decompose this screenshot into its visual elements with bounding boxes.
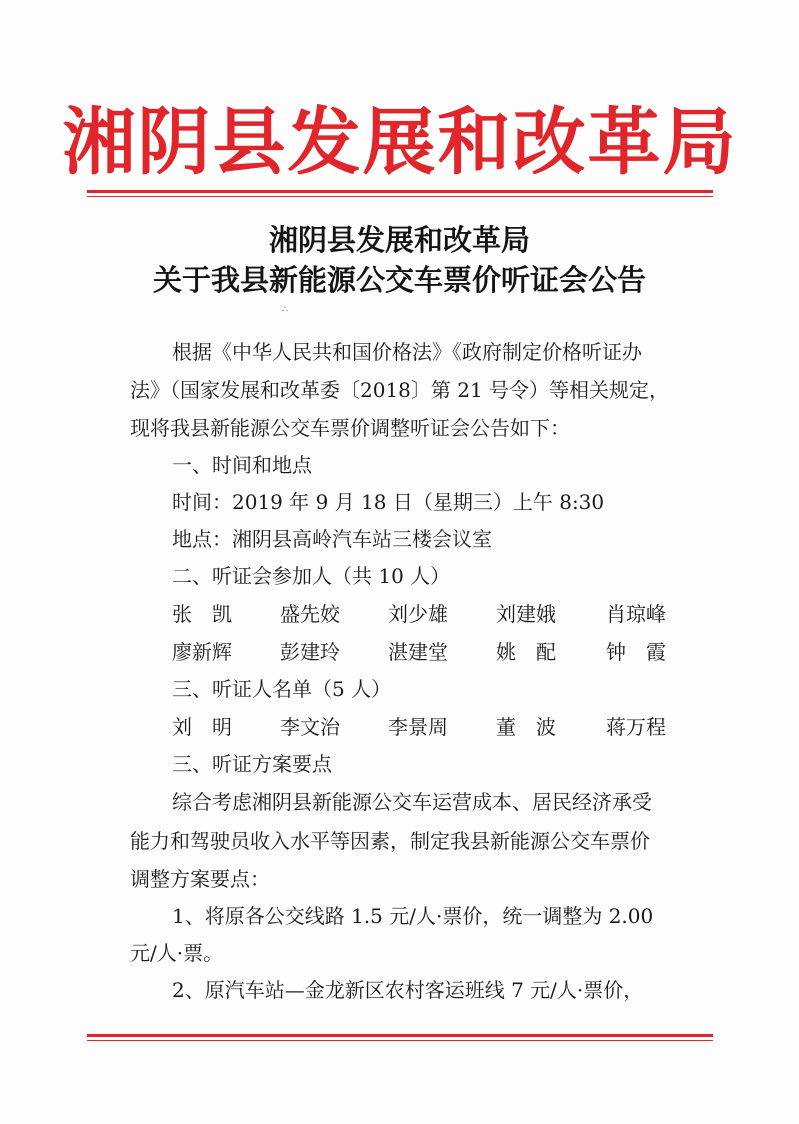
point2-line-1: 2、原汽车站—金龙新区农村客运班线 7 元/人·票价，: [172, 978, 644, 1002]
time-line: 时间：2019 年 9 月 18 日（星期三）上午 8:30: [172, 490, 605, 514]
participants-row-2: [172, 636, 692, 666]
section-heading-hearers: 三、听证人名单（5 人）: [172, 677, 392, 701]
participant-name: 湛建堂: [388, 640, 448, 664]
participant-name: 张 凯: [172, 602, 232, 626]
hearer-name: 李文治: [280, 715, 340, 739]
plan-line-3: 调整方案要点：: [130, 867, 270, 891]
participant-name: 肖琼峰: [606, 602, 666, 626]
footer-rule-thin: [87, 1040, 713, 1041]
participant-name: 刘少雄: [388, 602, 448, 626]
point1-line-2: 元/人·票。: [130, 941, 224, 965]
document-title-line1: 湘阴县发展和改革局: [268, 223, 530, 257]
masthead-rule-thick: [87, 190, 713, 193]
hearers-row: [172, 711, 692, 741]
participant-name: 刘建娥: [496, 602, 556, 626]
point1-line-1: 1、将原各公交线路 1.5 元/人·票价，统一调整为 2.00: [172, 904, 654, 928]
hearer-name: 董 波: [496, 715, 556, 739]
footer-rule-thick: [87, 1034, 713, 1037]
masthead-title: 湘阴县发展和改革局: [62, 99, 738, 185]
section-heading-plan: 三、听证方案要点: [172, 752, 332, 776]
participants-row-1: [172, 598, 692, 628]
hearer-name: 刘 明: [172, 715, 232, 739]
section-heading-time-place: 一、时间和地点: [172, 453, 312, 477]
hearer-name: 李景周: [388, 715, 448, 739]
intro-line-3: 现将我县新能源公交车票价调整听证会公告如下：: [130, 416, 570, 440]
participant-name: 彭建玲: [280, 640, 340, 664]
plan-line-1: 综合考虑湘阴县新能源公交车运营成本、居民经济承受: [172, 790, 652, 814]
participant-name: 廖新辉: [172, 640, 232, 664]
intro-line-1: 根据《中华人民共和国价格法》《政府制定价格听证办: [172, 340, 642, 364]
participant-name: 盛先姣: [280, 602, 340, 626]
hearer-name: 蒋万程: [606, 715, 666, 739]
intro-line-2: 法》（国家发展和改革委〔2018〕第 21 号令）等相关规定，: [130, 378, 670, 402]
masthead-rule-thin: [87, 196, 713, 197]
scan-mark: ∴: [282, 305, 288, 315]
section-heading-participants: 二、听证会参加人（共 10 人）: [172, 564, 451, 588]
place-line: 地点：湘阴县高岭汽车站三楼会议室: [172, 527, 492, 551]
plan-line-2: 能力和驾驶员收入水平等因素，制定我县新能源公交车票价: [130, 829, 650, 853]
participant-name: 姚 配: [496, 640, 556, 664]
document-title-line2: 关于我县新能源公交车票价听证会公告: [152, 263, 646, 297]
participant-name: 钟 霞: [606, 640, 666, 664]
